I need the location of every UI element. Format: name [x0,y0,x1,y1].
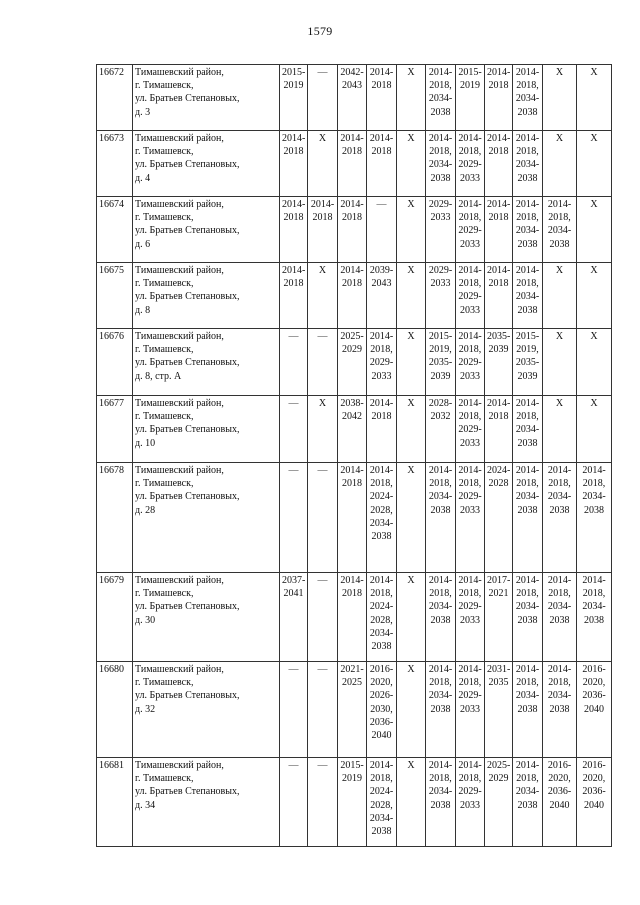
address-line: ул. Братьев Степановых, [135,225,240,237]
address-line: г. Тимашевск, [135,478,194,490]
period-cell: 2031- 2035 [485,662,513,758]
period-cell: 2014- 2018, 2034- 2038 [577,463,612,573]
period-cell: 2038- 2042 [338,396,367,463]
period-cell: 2014- 2018, 2034- 2038 [543,662,577,758]
period-cell: X [577,197,612,263]
period-cell: 2014- 2018 [280,131,308,197]
period-cell: 2014- 2018, 2029- 2033 [456,396,485,463]
period-cell: 2014- 2018, 2034- 2038 [543,573,577,662]
period-cell: — [280,758,308,847]
period-cell: 2014- 2018, 2024- 2028, 2034- 2038 [367,758,397,847]
period-cell: 2014- 2018, 2034- 2038 [513,758,543,847]
address-line: Тимашевский район, [135,67,224,78]
period-cell: — [367,197,397,263]
address-line: д. 4 [135,172,151,184]
period-cell: X [397,662,426,758]
address-line: г. Тимашевск, [135,278,194,290]
address-cell [133,263,280,329]
period-cell: 2014- 2018 [338,463,367,573]
period-cell: X [543,65,577,131]
period-cell: 2014- 2018 [485,263,513,329]
address-line: г. Тимашевск, [135,677,194,689]
object-number: 16678 [97,463,133,573]
period-cell: 2029- 2033 [426,197,456,263]
period-cell: X [397,329,426,396]
address-line: д. 6 [135,238,151,250]
period-cell: 2014- 2018, 2034- 2038 [543,197,577,263]
table-row [97,263,612,329]
period-cell: X [397,197,426,263]
address-line: г. Тимашевск, [135,80,194,92]
period-cell: 2014- 2018 [338,263,367,329]
period-cell: — [308,329,338,396]
period-cell: 2014- 2018, 2029- 2033 [456,329,485,396]
period-cell: 2015- 2019, 2035- 2039 [426,329,456,396]
address-line: ул. Братьев Степановых, [135,291,240,303]
address-cell [133,573,280,662]
period-cell: 2014- 2018, 2034- 2038 [426,65,456,131]
period-cell: X [397,463,426,573]
period-cell: X [397,131,426,197]
period-cell: 2014- 2018, 2034- 2038 [513,396,543,463]
table-row [97,463,612,573]
period-cell: 2021- 2025 [338,662,367,758]
period-cell: 2014- 2018 [338,197,367,263]
page-number: 1579 [307,24,333,38]
period-cell: 2016- 2020, 2036- 2040 [543,758,577,847]
period-cell: X [543,131,577,197]
period-cell: X [577,65,612,131]
period-cell: 2014- 2018, 2034- 2038 [513,573,543,662]
period-cell: X [397,573,426,662]
period-cell: 2025- 2029 [338,329,367,396]
address-line: г. Тимашевск, [135,773,194,785]
address-line: ул. Братьев Степановых, [135,93,240,105]
period-cell: 2014- 2018, 2029- 2033 [456,758,485,847]
period-cell: 2014- 2018 [280,197,308,263]
period-cell: 2042- 2043 [338,65,367,131]
address-line: ул. Братьев Степановых, [135,491,240,503]
period-cell: 2017- 2021 [485,573,513,662]
table-row [97,758,612,847]
object-number: 16675 [97,263,133,329]
address-line: г. Тимашевск, [135,588,194,600]
address-line: Тимашевский район, [135,265,224,276]
object-number: 16676 [97,329,133,396]
address-line: д. 8, стр. А [135,370,182,382]
period-cell: 2014- 2018, 2029- 2033 [456,573,485,662]
address-line: д. 30 [135,614,156,626]
address-line: ул. Братьев Степановых, [135,159,240,171]
period-cell: 2014- 2018, 2029- 2033 [456,263,485,329]
address-line: Тимашевский район, [135,398,224,409]
period-cell: 2014- 2018 [485,131,513,197]
period-cell: 2014- 2018, 2034- 2038 [543,463,577,573]
period-cell: X [308,131,338,197]
period-cell: 2014- 2018, 2034- 2038 [426,573,456,662]
period-cell: 2014- 2018 [485,396,513,463]
period-cell: 2014- 2018 [485,197,513,263]
address-line: д. 34 [135,799,156,811]
address-line: Тимашевский район, [135,760,224,771]
address-cell [133,329,280,396]
address-line: Тимашевский район, [135,133,224,144]
period-cell: 2014- 2018 [367,396,397,463]
address-line: д. 32 [135,703,156,715]
object-number: 16680 [97,662,133,758]
period-cell: X [577,396,612,463]
address-cell [133,396,280,463]
address-line: ул. Братьев Степановых, [135,357,240,369]
period-cell: 2037- 2041 [280,573,308,662]
address-line: Тимашевский район, [135,664,224,675]
address-cell [133,758,280,847]
period-cell: 2014- 2018 [485,65,513,131]
period-cell: — [280,463,308,573]
period-cell: X [577,329,612,396]
period-cell: 2015- 2019 [280,65,308,131]
period-cell: — [308,662,338,758]
period-cell: 2014- 2018 [308,197,338,263]
address-line: д. 3 [135,106,151,118]
period-cell: 2014- 2018, 2029- 2033 [456,662,485,758]
period-cell: 2014- 2018, 2029- 2033 [456,463,485,573]
period-cell: 2014- 2018, 2034- 2038 [513,197,543,263]
table-row [97,329,612,396]
address-line: Тимашевский район, [135,465,224,476]
period-cell: X [308,396,338,463]
address-line: Тимашевский район, [135,575,224,586]
table-row [97,573,612,662]
period-cell: 2028- 2032 [426,396,456,463]
register-table [96,64,612,847]
address-line: ул. Братьев Степановых, [135,786,240,798]
period-cell: 2014- 2018 [367,131,397,197]
period-cell: — [280,329,308,396]
address-line: г. Тимашевск, [135,411,194,423]
period-cell: 2014- 2018 [338,131,367,197]
period-cell: X [308,263,338,329]
period-cell: 2014- 2018, 2029- 2033 [367,329,397,396]
object-number: 16681 [97,758,133,847]
period-cell: 2029- 2033 [426,263,456,329]
address-line: г. Тимашевск, [135,146,194,158]
period-cell: 2014- 2018, 2029- 2033 [456,131,485,197]
period-cell: 2015- 2019, 2035- 2039 [513,329,543,396]
period-cell: 2014- 2018, 2034- 2038 [426,758,456,847]
object-number: 16674 [97,197,133,263]
period-cell: 2014- 2018, 2034- 2038 [426,131,456,197]
period-cell: 2014- 2018, 2034- 2038 [426,463,456,573]
address-line: г. Тимашевск, [135,212,194,224]
address-line: ул. Братьев Степановых, [135,690,240,702]
address-cell [133,662,280,758]
period-cell: X [543,396,577,463]
period-cell: X [397,263,426,329]
period-cell: 2039- 2043 [367,263,397,329]
period-cell: — [280,396,308,463]
period-cell: 2015- 2019 [338,758,367,847]
address-cell [133,197,280,263]
address-line: г. Тимашевск, [135,344,194,356]
period-cell: X [397,65,426,131]
table-row [97,131,612,197]
period-cell: 2014- 2018, 2034- 2038 [513,463,543,573]
period-cell: — [308,463,338,573]
period-cell: — [308,65,338,131]
period-cell: 2014- 2018, 2024- 2028, 2034- 2038 [367,573,397,662]
period-cell: 2014- 2018 [338,573,367,662]
period-cell: 2016- 2020, 2036- 2040 [577,758,612,847]
period-cell: X [397,396,426,463]
table-row [97,662,612,758]
object-number: 16673 [97,131,133,197]
object-number: 16677 [97,396,133,463]
period-cell: 2014- 2018 [367,65,397,131]
period-cell: — [308,573,338,662]
period-cell: 2014- 2018, 2034- 2038 [513,131,543,197]
period-cell: 2014- 2018, 2034- 2038 [513,662,543,758]
period-cell: 2025- 2029 [485,758,513,847]
period-cell: 2015- 2019 [456,65,485,131]
period-cell: 2016- 2020, 2026- 2030, 2036- 2040 [367,662,397,758]
table-row [97,197,612,263]
object-number: 16679 [97,573,133,662]
period-cell: 2035- 2039 [485,329,513,396]
period-cell: X [577,263,612,329]
address-cell [133,65,280,131]
period-cell: 2014- 2018, 2034- 2038 [513,263,543,329]
table-row [97,65,612,131]
period-cell: 2014- 2018, 2024- 2028, 2034- 2038 [367,463,397,573]
period-cell: 2014- 2018, 2029- 2033 [456,197,485,263]
address-line: ул. Братьев Степановых, [135,601,240,613]
period-cell: 2024- 2028 [485,463,513,573]
address-line: д. 10 [135,437,156,449]
period-cell: 2014- 2018 [280,263,308,329]
period-cell: — [308,758,338,847]
address-line: д. 28 [135,504,156,516]
address-cell [133,131,280,197]
address-line: Тимашевский район, [135,331,224,342]
period-cell: 2016- 2020, 2036- 2040 [577,662,612,758]
object-number: 16672 [97,65,133,131]
period-cell: — [280,662,308,758]
table-row [97,396,612,463]
period-cell: X [543,263,577,329]
period-cell: X [543,329,577,396]
address-cell [133,463,280,573]
address-line: д. 8 [135,304,151,316]
period-cell: X [577,131,612,197]
period-cell: 2014- 2018, 2034- 2038 [513,65,543,131]
address-line: ул. Братьев Степановых, [135,424,240,436]
period-cell: 2014- 2018, 2034- 2038 [577,573,612,662]
period-cell: X [397,758,426,847]
address-line: Тимашевский район, [135,199,224,210]
period-cell: 2014- 2018, 2034- 2038 [426,662,456,758]
